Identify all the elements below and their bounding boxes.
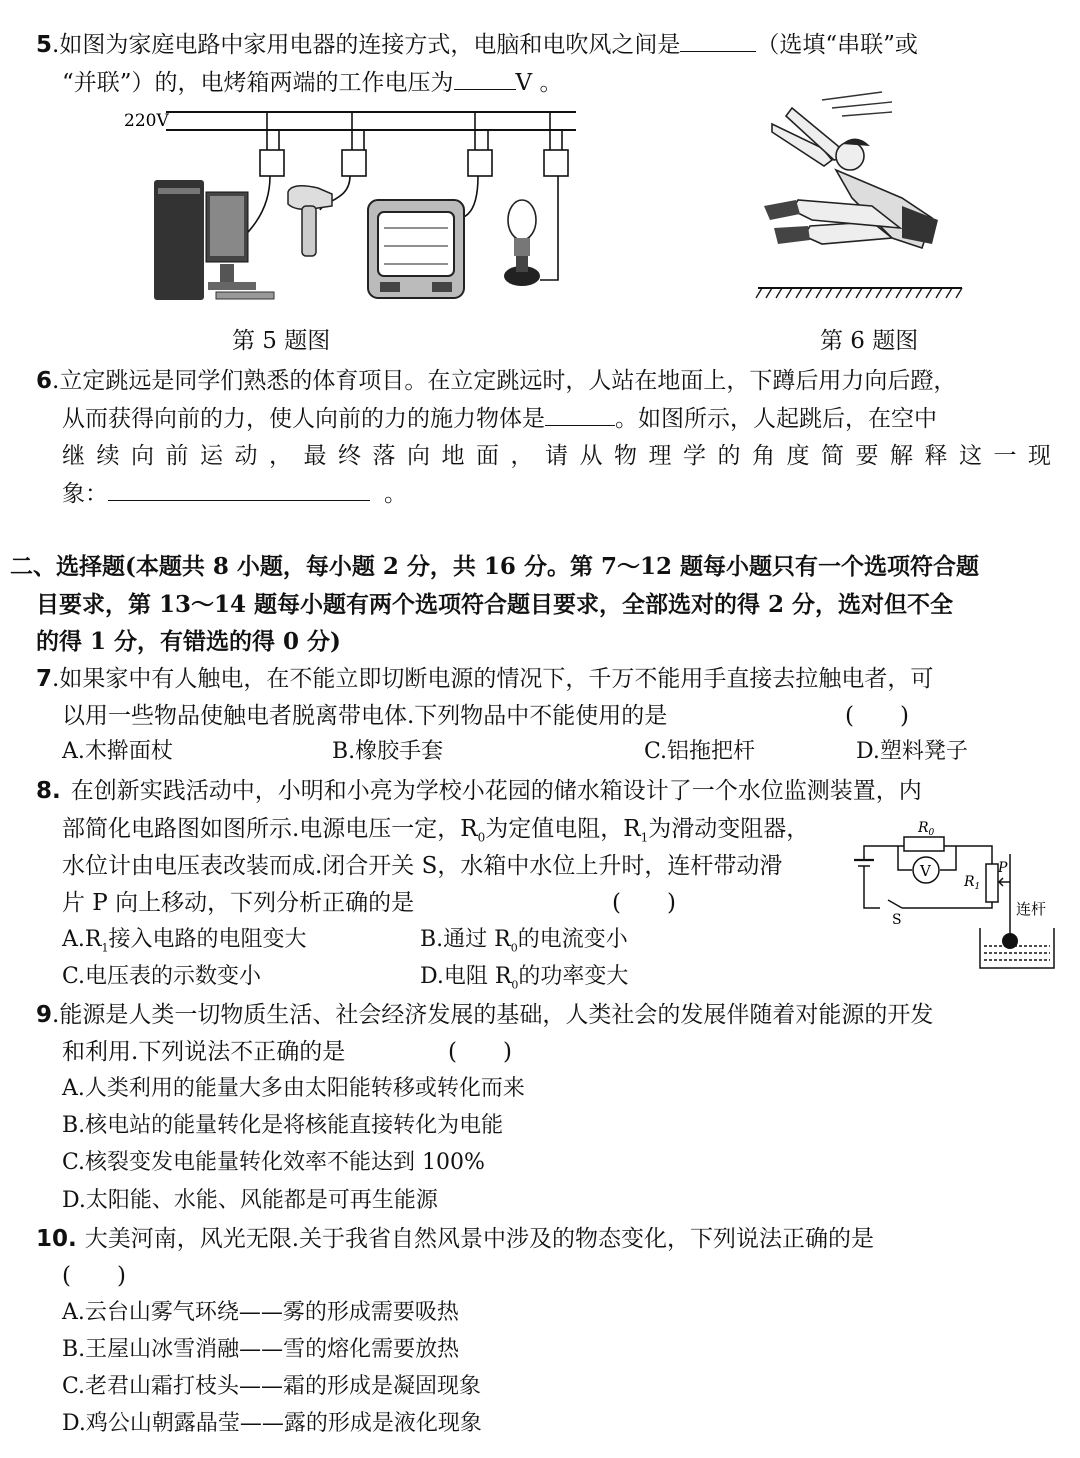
q7-number: 7	[36, 666, 53, 692]
q7-line1: 7.如果家中有人触电，在不能立即切断电源的情况下，千万不能用手直接去拉触电者，可	[36, 666, 934, 692]
q10-option-a[interactable]: A.云台山雾气环绕——雾的形成需要吸热	[62, 1300, 459, 1325]
q9-option-b[interactable]: B.核电站的能量转化是将核能直接转化为电能	[62, 1113, 504, 1138]
q5-figure-caption: 第 5 题图	[232, 328, 331, 354]
q7-option-a[interactable]: A.木擀面杖	[62, 739, 173, 764]
q9-option-a[interactable]: A.人类利用的能量大多由太阳能转移或转化而来	[62, 1076, 525, 1101]
q8-line4: 片 P 向上移动，下列分析正确的是	[62, 890, 415, 916]
q5-number: 5	[36, 32, 53, 58]
q8-line2: 部简化电路图如图所示.电源电压一定，$R_0$为定值电阻，$R_1$为滑动变阻器，	[62, 816, 810, 845]
q10-line1: 10. 大美河南，风光无限.关于我省自然风景中涉及的物态变化，下列说法正确的是	[36, 1226, 875, 1252]
q5-line1: 5.如图为家庭电路中家用电器的连接方式，电脑和电吹风之间是 （选填“串联”或	[36, 26, 918, 59]
q8-fig-r1-label: $R_1$	[964, 874, 981, 892]
q8-fig-r0-label: $R_0$	[918, 820, 935, 838]
q5-circuit-figure	[120, 100, 590, 310]
q6-number: 6	[36, 368, 53, 394]
q9-line2: 和利用.下列说法不正确的是	[62, 1039, 346, 1065]
oven-icon	[368, 200, 464, 298]
q8-fig-p-label: P	[998, 860, 1008, 876]
q5-answer-blank-2[interactable]	[454, 67, 516, 90]
section2-line2: 目要求，第 13～14 题每小题有两个选项符合题目要求，全部选对的得 2 分，选对但不全	[36, 591, 954, 618]
q8-fig-rod-label: 连杆	[1016, 900, 1047, 918]
q8-option-b[interactable]: B.通过 $R_0$的电流变小	[420, 927, 628, 955]
q7-option-d[interactable]: D.塑料凳子	[856, 739, 968, 764]
q5-line2: “并联”）的，电烤箱两端的工作电压为 V 。	[62, 64, 562, 97]
q8-answer-bracket[interactable]: ( )	[612, 890, 676, 916]
q5-answer-blank-1[interactable]	[680, 29, 756, 52]
q7-answer-bracket[interactable]: ( )	[845, 703, 909, 729]
q8-fig-switch-label: S	[892, 912, 902, 928]
q10-option-d[interactable]: D.鸡公山朝露晶莹——露的形成是液化现象	[62, 1411, 482, 1436]
q10-answer-bracket[interactable]: ( )	[62, 1263, 126, 1289]
q9-option-c[interactable]: C.核裂变发电能量转化效率不能达到 100%	[62, 1150, 485, 1175]
q6-answer-blank-2[interactable]	[108, 478, 370, 501]
q6-jumper-figure	[752, 88, 967, 303]
q6-line1: 6.立定跳远是同学们熟悉的体育项目。在立定跳远时，人站在地面上，下蹲后用力向后蹬，	[36, 368, 957, 394]
q6-line3: 继续向前运动，最终落向地面，请从物理学的角度简要解释这一现	[62, 443, 1063, 469]
float-ball-icon	[1002, 933, 1018, 949]
q9-number: 9	[36, 1002, 53, 1028]
q6-figure-caption: 第 6 题图	[820, 328, 919, 354]
q10-number: 10.	[36, 1226, 77, 1252]
q7-option-b[interactable]: B.橡胶手套	[332, 739, 444, 764]
q5-voltage-label: 220V	[124, 111, 169, 131]
q9-option-d[interactable]: D.太阳能、水能、风能都是可再生能源	[62, 1188, 438, 1213]
q6-answer-blank-1[interactable]	[545, 403, 615, 426]
q9-answer-bracket[interactable]: ( )	[448, 1039, 512, 1065]
jumper-icon	[764, 108, 938, 248]
q9-line1: 9.能源是人类一切物质生活、社会经济发展的基础，人类社会的发展伴随着对能源的开发	[36, 1002, 934, 1028]
q8-option-a[interactable]: $A.R_1$接入电路的电阻变大	[62, 927, 307, 955]
q10-option-b[interactable]: B.王屋山冰雪消融——雪的熔化需要放热	[62, 1337, 460, 1362]
q8-line1: 8. 在创新实践活动中，小明和小亮为学校小花园的储水箱设计了一个水位监测装置，内	[36, 778, 922, 804]
q7-line2: 以用一些物品使触电者脱离带电体.下列物品中不能使用的是	[62, 703, 668, 729]
q8-number: 8.	[36, 778, 61, 804]
q8-fig-voltmeter-label: V	[920, 862, 931, 880]
q6-line2: 从而获得向前的力，使人向前的力的施力物体是 。如图所示，人起跳后，在空中	[62, 400, 937, 433]
q10-option-c[interactable]: C.老君山霜打枝头——霜的形成是凝固现象	[62, 1374, 482, 1399]
light-bulb-icon	[504, 200, 540, 286]
q6-line4: 象： 。	[62, 475, 407, 508]
section2-line3: 的得 1 分，有错选的得 0 分)	[36, 628, 341, 655]
q7-option-c[interactable]: C.铝拖把杆	[644, 739, 756, 764]
q8-line3: 水位计由电压表改装而成.闭合开关 S，水箱中水位上升时，连杆带动滑	[62, 853, 783, 879]
q8-option-c[interactable]: C.电压表的示数变小	[62, 964, 262, 989]
hair-dryer-icon	[288, 186, 332, 256]
section2-line1: 二、选择题(本题共 8 小题，每小题 2 分，共 16 分。第 7～12 题每小题只有一个选项符合题	[10, 553, 979, 580]
q8-option-d[interactable]: D.电阻 $R_0$的功率变大	[420, 964, 629, 992]
computer-icon	[154, 180, 274, 300]
q8-circuit-figure	[850, 812, 1066, 974]
